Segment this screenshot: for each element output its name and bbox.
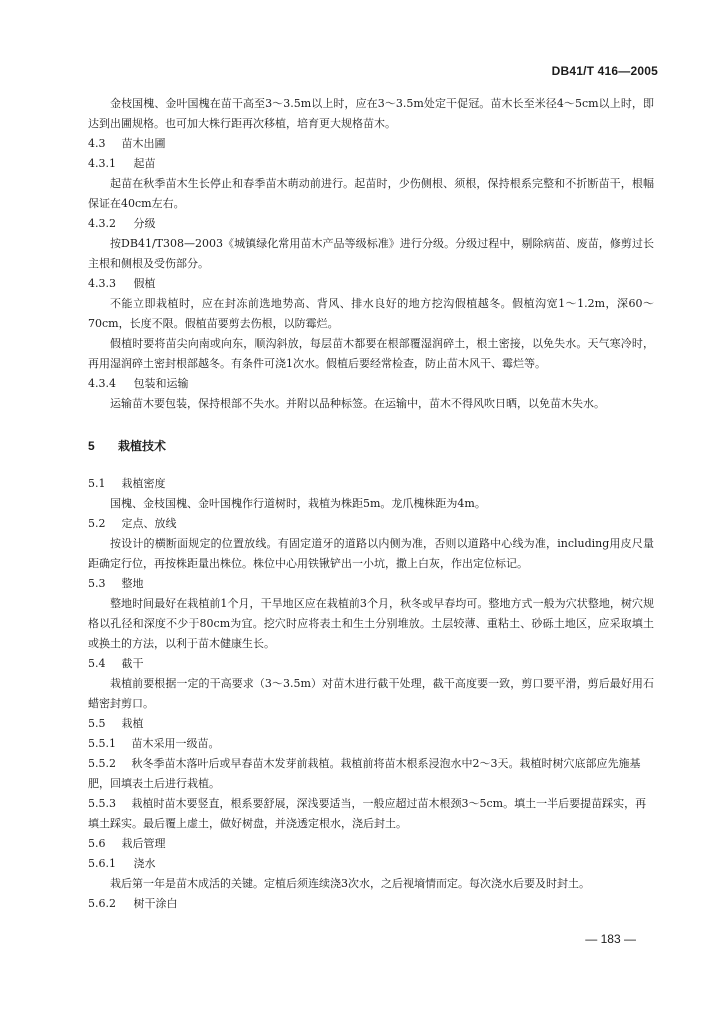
section-title: 分级 [133, 217, 156, 230]
section-title: 起苗 [133, 157, 156, 170]
section-number: 4.3.2 [88, 217, 116, 230]
paragraph: 按DB41/T308—2003《城镇绿化常用苗木产品等级标准》进行分级。分级过程中，剔除病苗、废苗，修剪过长主根和侧根及受伤部分。 [88, 237, 654, 270]
paragraph: 运输苗木要包装，保持根部不失水。并附以品种标签。在运输中，苗木不得风吹日晒，以免苗木失水。 [110, 397, 605, 410]
subsection-heading [88, 214, 654, 234]
section-title: 浇水 [133, 857, 156, 870]
section-title: 栽植 [121, 717, 144, 730]
numbered-clause [88, 754, 654, 794]
section-heading [88, 714, 654, 734]
subsection-heading [88, 274, 654, 294]
section-number: 5.5 [88, 717, 106, 730]
paragraph: 不能立即栽植时，应在封冻前选地势高、背风、排水良好的地方挖沟假植越冬。假植沟宽1～1.2m，深60～70cm，长度不限。假植苗要剪去伤根，以防霉烂。 [88, 297, 654, 330]
section-number: 5.6 [88, 837, 106, 850]
section-title: 栽后管理 [121, 837, 166, 850]
clause-text: 秋冬季苗木落叶后或早春苗木发芽前栽植。栽植前将苗木根系浸泡水中2～3天。栽植时树穴底部应先施基肥，回填表土后进行栽植。 [88, 757, 641, 790]
subsection-heading [88, 854, 654, 874]
section-number: 5.1 [88, 477, 106, 490]
section-title: 苗木出圃 [121, 137, 166, 150]
document-body [88, 94, 654, 914]
subsection-heading [88, 374, 654, 394]
section-number: 4.3 [88, 137, 106, 150]
paragraph: 栽后第一年是苗木成活的关键。定植后须连续浇3次水，之后视墒情而定。每次浇水后要及时封土。 [110, 877, 590, 890]
chapter-heading [88, 436, 654, 456]
section-number: 5.3 [88, 577, 106, 590]
numbered-clause [88, 734, 654, 754]
clause-number: 5.5.2 [88, 757, 116, 770]
section-number: 5.4 [88, 657, 106, 670]
section-title: 栽植密度 [121, 477, 166, 490]
section-heading [88, 134, 654, 154]
page-number: — 183 — [585, 932, 636, 946]
section-number: 5.6.2 [88, 897, 116, 910]
section-title: 假植 [133, 277, 156, 290]
section-heading [88, 834, 654, 854]
paragraph: 整地时间最好在栽植前1个月，干旱地区应在栽植前3个月，秋冬或早春均可。整地方式一般为穴状整地，树穴规格以孔径和深度不少于80cm为宜。挖穴时应将表土和生土分别堆放。土层较薄、重粘土、砂砾土地区，应采取填土或换土的方法，以利于苗木健康生长。 [88, 597, 654, 650]
paragraph: 栽植前要根据一定的干高要求（3～3.5m）对苗木进行截干处理，截干高度要一致，剪口要平滑，剪后最好用石蜡密封剪口。 [88, 677, 654, 710]
chapter-title: 栽植技术 [118, 439, 167, 453]
section-heading [88, 514, 654, 534]
standard-code: DB41/T 416—2005 [551, 64, 658, 78]
section-number: 5.2 [88, 517, 106, 530]
section-title: 整地 [121, 577, 144, 590]
section-number: 4.3.4 [88, 377, 116, 390]
section-number: 4.3.1 [88, 157, 116, 170]
section-heading [88, 654, 654, 674]
subsection-heading [88, 894, 654, 914]
clause-number: 5.5.3 [88, 797, 116, 810]
section-title: 定点、放线 [121, 517, 177, 530]
section-heading [88, 474, 654, 494]
clause-number: 5.5.1 [88, 737, 116, 750]
chapter-number: 5 [88, 439, 95, 453]
section-heading [88, 574, 654, 594]
section-number: 5.6.1 [88, 857, 116, 870]
paragraph: 起苗在秋季苗木生长停止和春季苗木萌动前进行。起苗时，少伤侧根、须根，保持根系完整和不折断苗干，根幅保证在40cm左右。 [88, 177, 654, 210]
paragraph: 假植时要将苗尖向南或向东，顺沟斜放，每层苗木都要在根部覆湿润碎土，根土密接，以免失水。天气寒冷时，再用湿润碎土密封根部越冬。有条件可浇1次水。假植后要经常检查，防止苗木风干、霉烂等。 [88, 337, 654, 370]
section-number: 4.3.3 [88, 277, 116, 290]
section-title: 包装和运输 [133, 377, 189, 390]
clause-text: 苗木采用一级苗。 [131, 737, 220, 750]
numbered-clause [88, 794, 654, 834]
paragraph: 国槐、金枝国槐、金叶国槐作行道树时，栽植为株距5m。龙爪槐株距为4m。 [110, 497, 486, 510]
paragraph: 金枝国槐、金叶国槐在苗干高至3～3.5m以上时，应在3～3.5m处定干促冠。苗木长至米径4～5cm以上时，即达到出圃规格。也可加大株行距再次移植，培育更大规格苗木。 [88, 97, 654, 130]
paragraph: 按设计的横断面规定的位置放线。有固定道牙的道路以内侧为准，否则以道路中心线为准，including用皮尺量距确定行位，再按株距量出株位。株位中心用铁锹铲出一小坑，撒上白灰，作出定位标记。 [88, 537, 654, 570]
section-title: 截干 [121, 657, 144, 670]
subsection-heading [88, 154, 654, 174]
section-title: 树干涂白 [133, 897, 178, 910]
clause-text: 栽植时苗木要竖直，根系要舒展，深浅要适当，一般应超过苗木根颈3～5cm。填土一半后要提苗踩实，再填土踩实。最后覆上虚土，做好树盘，并浇透定根水，浇后封土。 [88, 797, 647, 830]
